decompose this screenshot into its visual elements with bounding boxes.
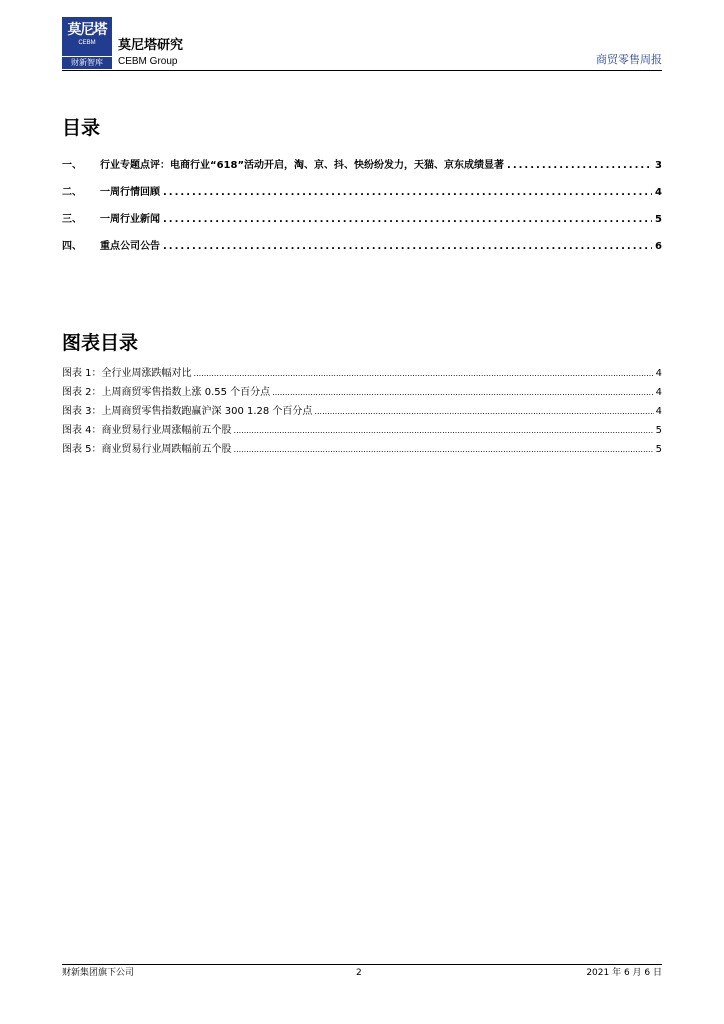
toc-list <box>62 156 662 264</box>
figure-entry-page: 4 <box>655 387 662 398</box>
company-logo <box>62 17 112 69</box>
toc-entry-label: 重点公司公告 <box>100 241 160 252</box>
toc-entry[interactable] <box>62 210 662 237</box>
toc-leader-dots <box>163 241 652 252</box>
toc-entry-label: 一周行情回顾 <box>100 187 160 198</box>
figure-entry-page: 4 <box>655 368 662 379</box>
figure-entry[interactable] <box>62 440 662 459</box>
toc-leader-dots <box>507 160 652 171</box>
header-divider <box>62 70 662 71</box>
footer-company: 财新集团旗下公司 <box>62 968 135 978</box>
figures-title: 图表目录 <box>62 332 139 354</box>
figure-entry-label: 图表 1：全行业周涨跌幅对比 <box>62 368 192 379</box>
logo-bottom-text: 财新智库 <box>62 57 112 69</box>
toc-entry-label: 一周行业新闻 <box>100 214 160 225</box>
toc-entry-number: 二、 <box>62 187 82 198</box>
toc-entry[interactable] <box>62 183 662 210</box>
report-type: 商贸零售周报 <box>596 53 662 66</box>
figures-list <box>62 364 662 459</box>
figure-leader-dots <box>272 388 653 397</box>
logo-main-text: 莫尼塔 <box>67 22 107 38</box>
figure-entry[interactable] <box>62 402 662 421</box>
toc-entry-label: 行业专题点评：电商行业“618”活动开启，淘、京、抖、快纷纷发力，天猫、京东成绩显著 <box>100 160 505 171</box>
toc-entry-number: 三、 <box>62 214 82 225</box>
figure-entry-page: 4 <box>655 406 662 417</box>
toc-entry-page: 5 <box>655 214 662 225</box>
logo-emblem <box>62 17 112 56</box>
figure-leader-dots <box>234 426 654 435</box>
toc-entry-page: 4 <box>655 187 662 198</box>
figure-leader-dots <box>194 369 654 378</box>
figure-entry[interactable] <box>62 364 662 383</box>
logo-sub-text: CEBM <box>78 40 96 46</box>
figure-leader-dots <box>314 407 653 416</box>
brand-name: 莫尼塔研究 <box>118 38 184 53</box>
toc-entry-page: 3 <box>655 160 662 171</box>
toc-entry[interactable] <box>62 237 662 264</box>
figure-entry-label: 图表 5：商业贸易行业周跌幅前五个股 <box>62 444 232 455</box>
toc-entry-number: 一、 <box>62 160 82 171</box>
footer-divider <box>62 964 662 965</box>
toc-entry-number: 四、 <box>62 241 82 252</box>
toc-leader-dots <box>163 187 652 198</box>
toc-title: 目录 <box>62 117 101 139</box>
figure-entry-label: 图表 4：商业贸易行业周涨幅前五个股 <box>62 425 232 436</box>
figure-entry-page: 5 <box>655 444 662 455</box>
figure-entry-label: 图表 3：上周商贸零售指数跑赢沪深 300 1.28 个百分点 <box>62 406 313 417</box>
figure-leader-dots <box>234 445 654 454</box>
figure-entry[interactable] <box>62 421 662 440</box>
figure-entry[interactable] <box>62 383 662 402</box>
report-date: 2021 年 6 月 6 日 <box>586 968 662 978</box>
toc-entry[interactable] <box>62 156 662 183</box>
figure-entry-label: 图表 2：上周商贸零售指数上涨 0.55 个百分点 <box>62 387 271 398</box>
toc-leader-dots <box>163 214 652 225</box>
figure-entry-page: 5 <box>655 425 662 436</box>
page-number: 2 <box>356 968 362 978</box>
brand-group: CEBM Group <box>118 56 178 67</box>
toc-entry-page: 6 <box>655 241 662 252</box>
